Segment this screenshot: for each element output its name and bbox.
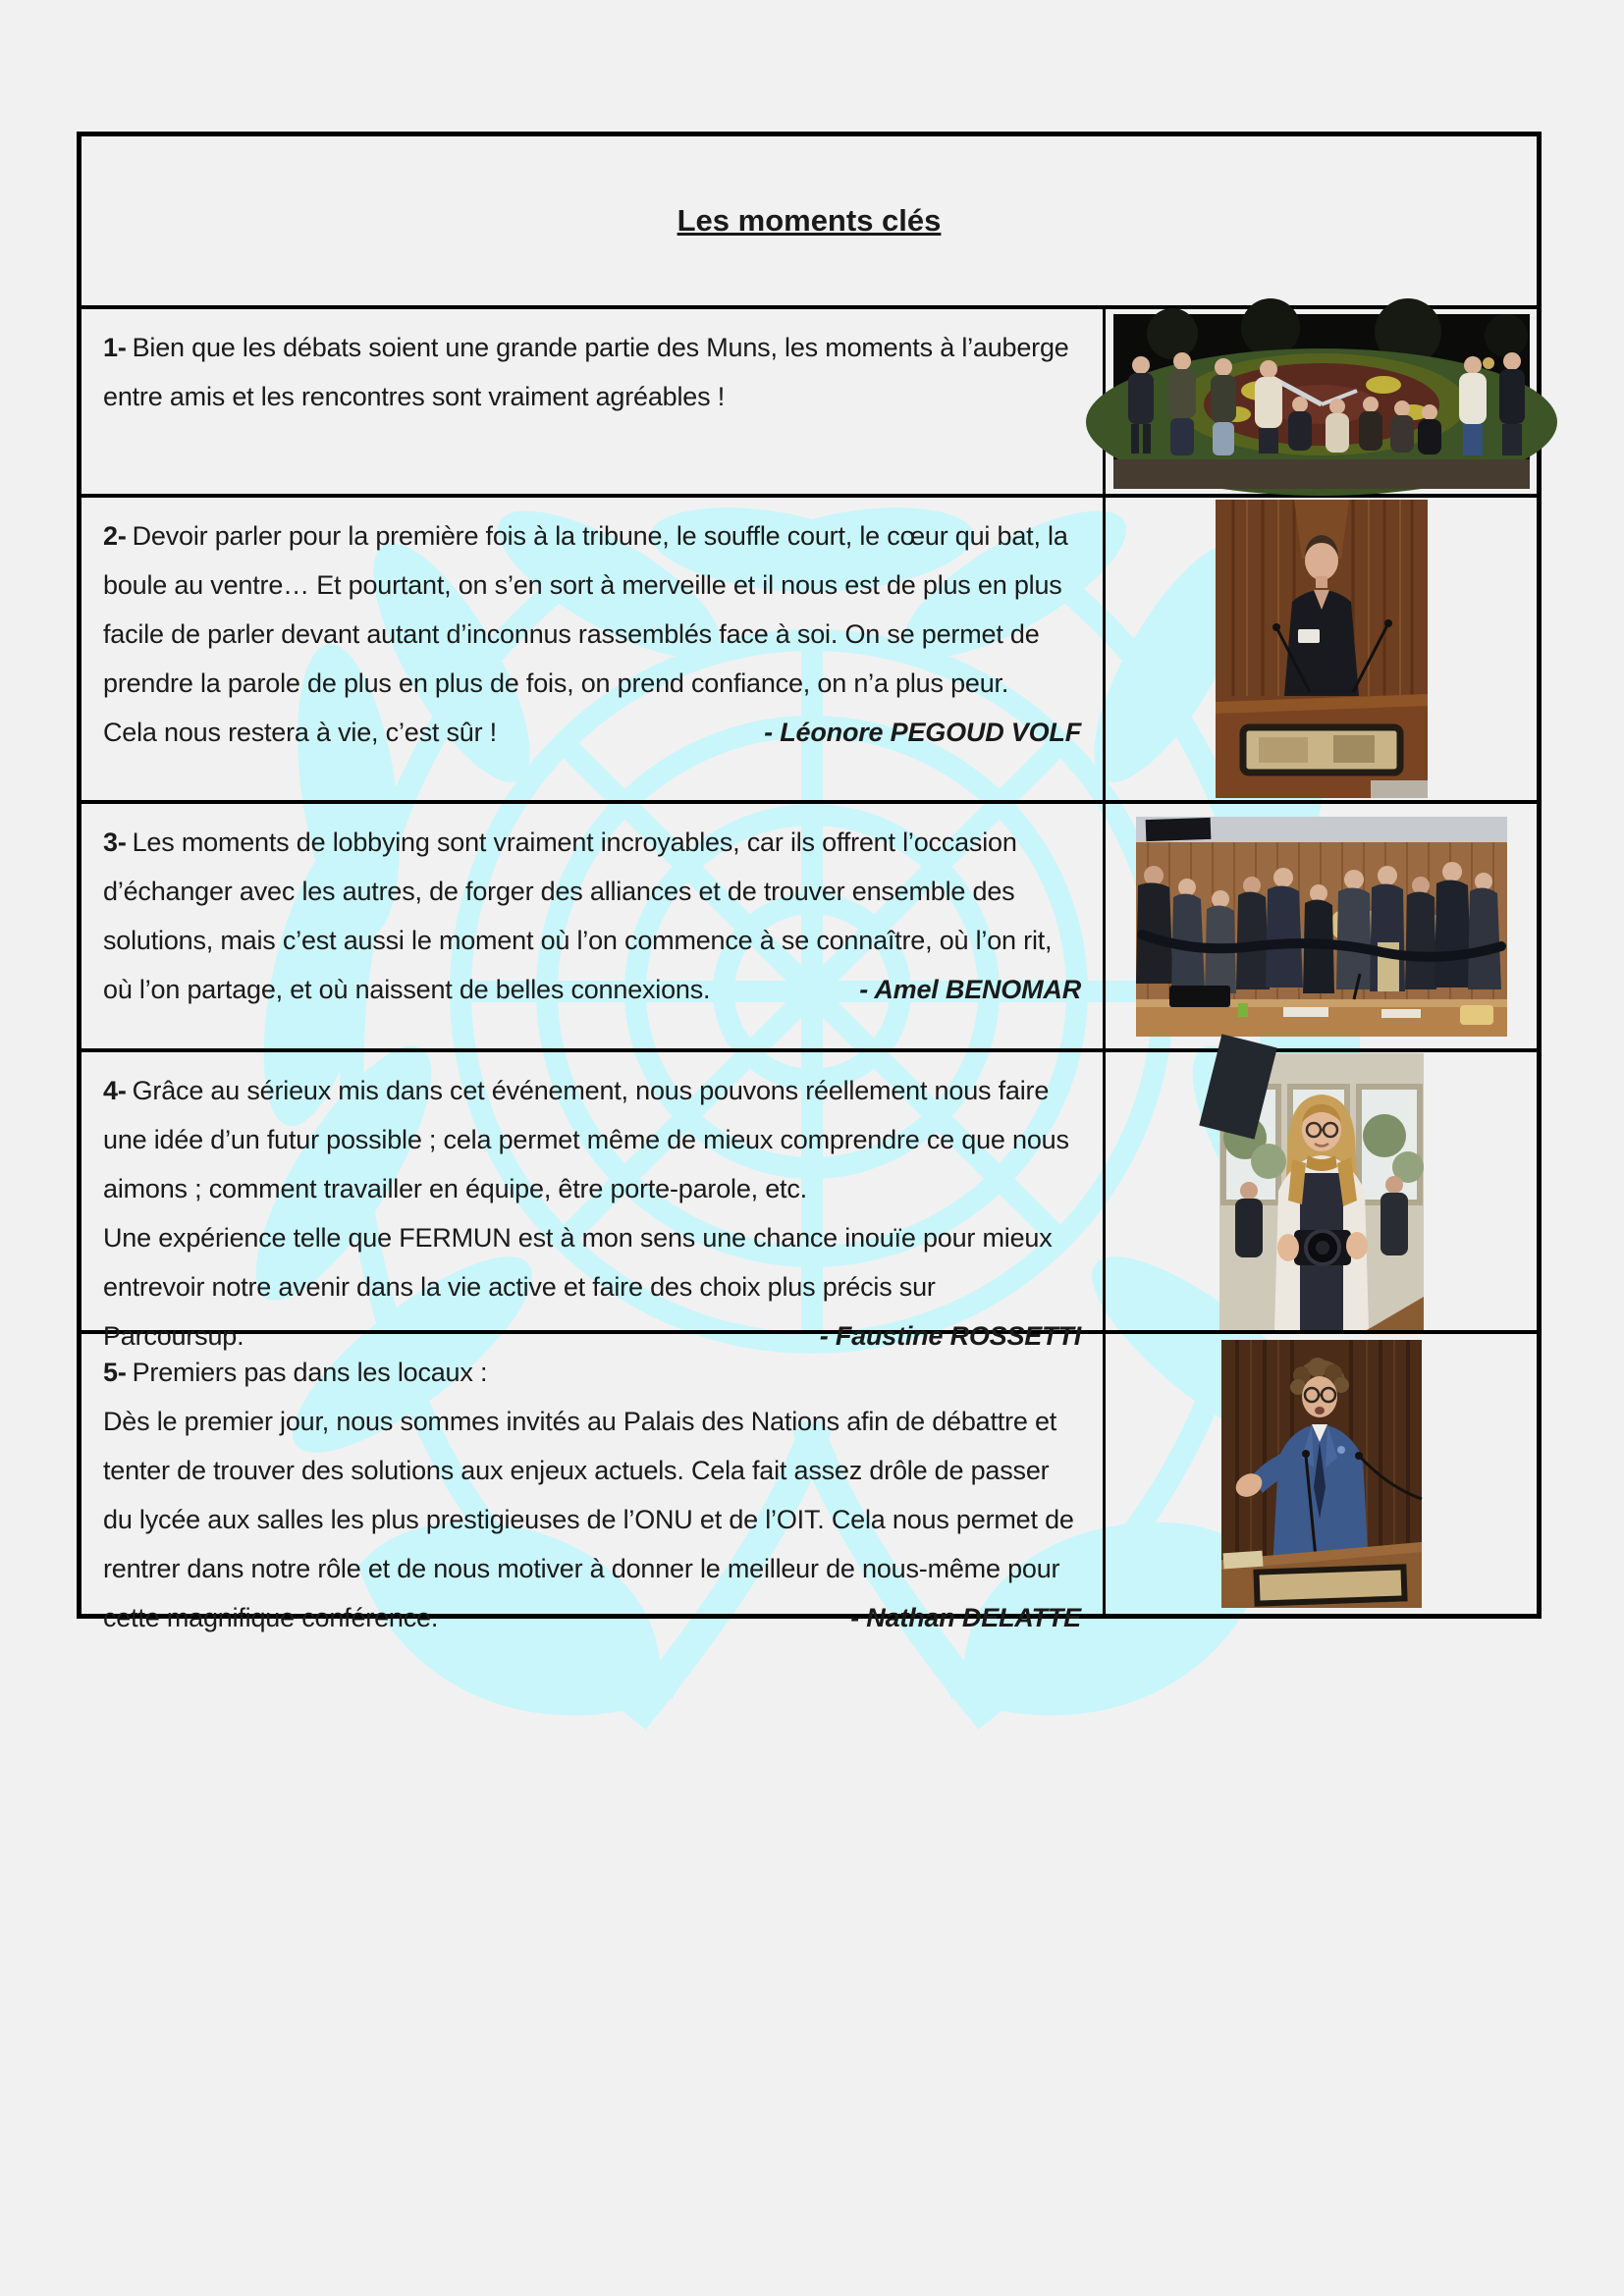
moment-4-attribution: - Faustine ROSSETTI (819, 1321, 1081, 1351)
moment-3-tail: où l’on partage, et où naissent de belles connexions. (103, 975, 711, 1004)
moment-2-text-cell (81, 498, 1106, 800)
moment-5-photo-cell (1106, 1334, 1537, 1614)
table-row (81, 1334, 1537, 1632)
moment-2-number: 2- (103, 521, 127, 551)
table-row (81, 804, 1537, 1052)
moment-1-photo-cell (1106, 309, 1537, 494)
page-title: Les moments clés (677, 203, 942, 238)
table-row (81, 498, 1537, 804)
table-row (81, 1052, 1537, 1351)
moment-2-photo-cell (1106, 498, 1537, 800)
moment-4-body: Grâce au sérieux mis dans cet événement, nous pouvons réellement nous faire une idée d’un futur possible ; cela permet même de mieux comprendre ce que nous aimons ; comment travailler en équipe, être porte-parole, etc. (103, 1076, 1069, 1203)
moment-3-body: Les moments de lobbying sont vraiment incroyables, car ils offrent l’occasion d’échanger avec les autres, de forger des alliances et de trouver ensemble des solutions, mais c’est aussi le moment où l’on commence à se connaître, où l’on rit, (103, 828, 1053, 955)
moment-4-body2: Une expérience telle que FERMUN est à mon sens une chance inouïe pour mieux entrevoir notre avenir dans la vie active et faire des choix plus précis sur (103, 1223, 1053, 1302)
moment-2-tail: Cela nous restera à vie, c’est sûr ! (103, 718, 497, 747)
moment-1-text-cell (81, 309, 1106, 494)
moment-5-heading: Premiers pas dans les locaux : (132, 1358, 488, 1387)
moment-4-number: 4- (103, 1076, 127, 1105)
moment-5-attribution: - Nathan DELATTE (850, 1603, 1081, 1632)
moment-3-number: 3- (103, 828, 127, 857)
moment-4-photo-cell (1106, 1052, 1537, 1330)
moment-2-body: Devoir parler pour la première fois à la tribune, le souffle court, le cœur qui bat, la boule au ventre… Et pourtant, on s’en sort à merveille et il nous est de plus en plus facile de parler devant autant d’inconnus rassemblés face à soi. On se permet de prendre la parole de plus en plus de fois, on prend confiance, on n’a plus peur. (103, 521, 1068, 698)
table-row (81, 309, 1537, 498)
moment-1-body: Bien que les débats soient une grande partie des Muns, les moments à l’auberge entre amis et les rencontres sont vraiment agréables ! (103, 333, 1069, 411)
delegate-speaking-at-podium-photo (1216, 500, 1428, 798)
moment-4-tail: Parcoursup. (103, 1321, 244, 1351)
moment-5-text-cell (81, 1334, 1106, 1632)
speaker-blue-suit-podium-photo (1221, 1340, 1422, 1608)
group-night-flower-clock-photo (1113, 314, 1530, 489)
moment-2-attribution: - Léonore PEGOUD VOLF (764, 718, 1081, 747)
moment-5-number: 5- (103, 1358, 127, 1387)
moments-table (77, 132, 1542, 1632)
lobbying-delegates-group-photo (1136, 817, 1507, 1037)
table-title-row (81, 136, 1537, 309)
moment-3-attribution: - Amel BENOMAR (859, 975, 1081, 1004)
moment-5-tail: cette magnifique conférence. (103, 1603, 439, 1632)
moment-4-text-cell (81, 1052, 1106, 1351)
moment-3-photo-cell (1106, 804, 1537, 1048)
moment-1-number: 1- (103, 333, 127, 362)
photographer-with-camera-photo (1219, 1053, 1424, 1330)
moment-3-text-cell (81, 804, 1106, 1048)
moment-5-body: Dès le premier jour, nous sommes invités au Palais des Nations afin de débattre et tenter de trouver des solutions aux enjeux actuels. Cela fait assez drôle de passer du lycée aux salles les plus prestigieuses de l’ONU et de l’OIT. Cela nous permet de rentrer dans notre rôle et de nous motiver à donner le meilleur de nous-même pour (103, 1407, 1074, 1583)
